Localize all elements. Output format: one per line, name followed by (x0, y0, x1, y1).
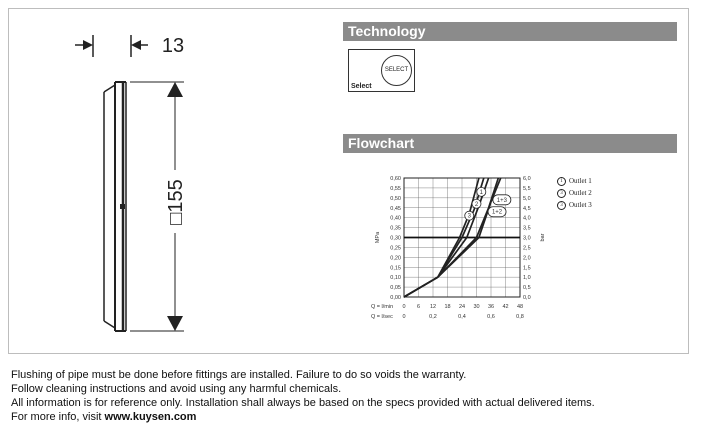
legend-label: Outlet 2 (569, 189, 592, 197)
chart-legend (557, 175, 592, 211)
x-flow-tick-label: 42 (502, 304, 509, 310)
y-left-tick-label: 0,55 (390, 185, 401, 192)
curve-label: 1+2 (491, 209, 503, 216)
y-left-tick-label: 0,60 (390, 176, 401, 182)
x-sec-tick-label: 0,2 (429, 314, 437, 320)
curve-label: 3 (467, 213, 471, 220)
notes-block (11, 368, 595, 424)
x-flow-tick-label: 18 (444, 304, 451, 310)
y-left-axis-label: MPa (375, 231, 381, 244)
x-flow-tick-label: 24 (458, 304, 466, 310)
x-sec-tick-label: 0,4 (458, 314, 466, 320)
y-left-tick-label: 0,45 (390, 205, 401, 212)
x-flow-tick-label: 30 (473, 304, 480, 310)
x-flow-tick-label: 6 (416, 304, 421, 310)
note-prefix: For more info, visit (11, 411, 105, 423)
y-left-tick-label: 0,20 (390, 255, 401, 262)
y-right-tick-label: 4,5 (523, 205, 531, 212)
y-left-tick-label: 0,35 (390, 225, 401, 232)
y-right-tick-label: 4,0 (523, 215, 531, 222)
curve-label: 1+3 (496, 197, 507, 204)
curve-label: 1 (479, 189, 484, 196)
y-left-tick-label: 0,25 (390, 245, 401, 252)
y-left-tick-label: 0,05 (390, 285, 401, 292)
select-badge (348, 49, 415, 92)
y-right-tick-label: 3,0 (523, 235, 531, 242)
legend-number-icon: 1 (557, 177, 566, 186)
x-sec-axis-label: Q = l/sec (371, 314, 393, 320)
flowchart-header: Flowchart (343, 134, 677, 153)
x-flow-tick-label: 0 (402, 304, 406, 310)
x-sec-tick-label: 0,8 (516, 314, 524, 320)
x-flow-tick-label: 36 (487, 304, 495, 310)
y-left-tick-label: 0,40 (390, 215, 401, 222)
depth-dimension-label: 13 (161, 35, 185, 57)
y-right-tick-label: 2,0 (523, 255, 531, 262)
y-right-tick-label: 3,5 (523, 225, 531, 232)
x-sec-tick-label: 0 (402, 314, 406, 320)
select-circle-icon: SELECT (381, 55, 412, 86)
note-line: All information is for reference only. Installation shall always be based on the specs provided with actual delivered items. (11, 397, 595, 409)
legend-label: Outlet 1 (569, 177, 592, 185)
y-left-tick-label: 0,50 (390, 195, 401, 202)
y-right-tick-label: 5,5 (523, 185, 531, 192)
legend-item (557, 175, 592, 187)
legend-item (557, 187, 592, 199)
legend-number-icon: 3 (557, 189, 566, 198)
y-left-tick-label: 0,10 (390, 275, 401, 282)
technical-drawing (60, 25, 220, 340)
technology-header: Technology (343, 22, 677, 41)
x-sec-tick-label: 0,6 (487, 314, 495, 320)
legend-number-icon: 3 (557, 201, 566, 210)
note-line (11, 410, 595, 424)
y-right-tick-label: 0,0 (523, 295, 531, 301)
y-left-tick-label: 0,15 (390, 265, 401, 272)
select-badge-label: Select (351, 83, 372, 90)
y-right-tick-label: 5,0 (523, 195, 531, 202)
size-dimension-label: □155 (165, 179, 187, 225)
y-right-tick-label: 2,5 (523, 245, 531, 252)
y-left-tick-label: 0,30 (390, 235, 401, 242)
note-line: Flushing of pipe must be done before fittings are installed. Failure to do so voids the warranty. (11, 369, 467, 381)
y-left-tick-label: 0,00 (390, 295, 401, 301)
y-right-tick-label: 1,5 (523, 265, 531, 272)
x-flow-tick-label: 12 (429, 304, 437, 310)
y-right-tick-label: 0,5 (523, 285, 531, 292)
x-flow-axis-label: Q = l/min (371, 304, 394, 310)
flowchart-chart (368, 168, 558, 324)
legend-label: Outlet 3 (569, 201, 592, 209)
y-right-axis-label: bar (540, 233, 546, 242)
website-link[interactable]: www.kuysen.com (104, 411, 197, 423)
legend-item (557, 199, 592, 211)
y-right-tick-label: 1,0 (523, 275, 531, 282)
note-line: Follow cleaning instructions and avoid using any harmful chemicals. (11, 383, 342, 395)
curve-label: 2 (474, 201, 479, 208)
y-right-tick-label: 6,0 (523, 176, 531, 182)
x-flow-tick-label: 48 (516, 304, 524, 310)
